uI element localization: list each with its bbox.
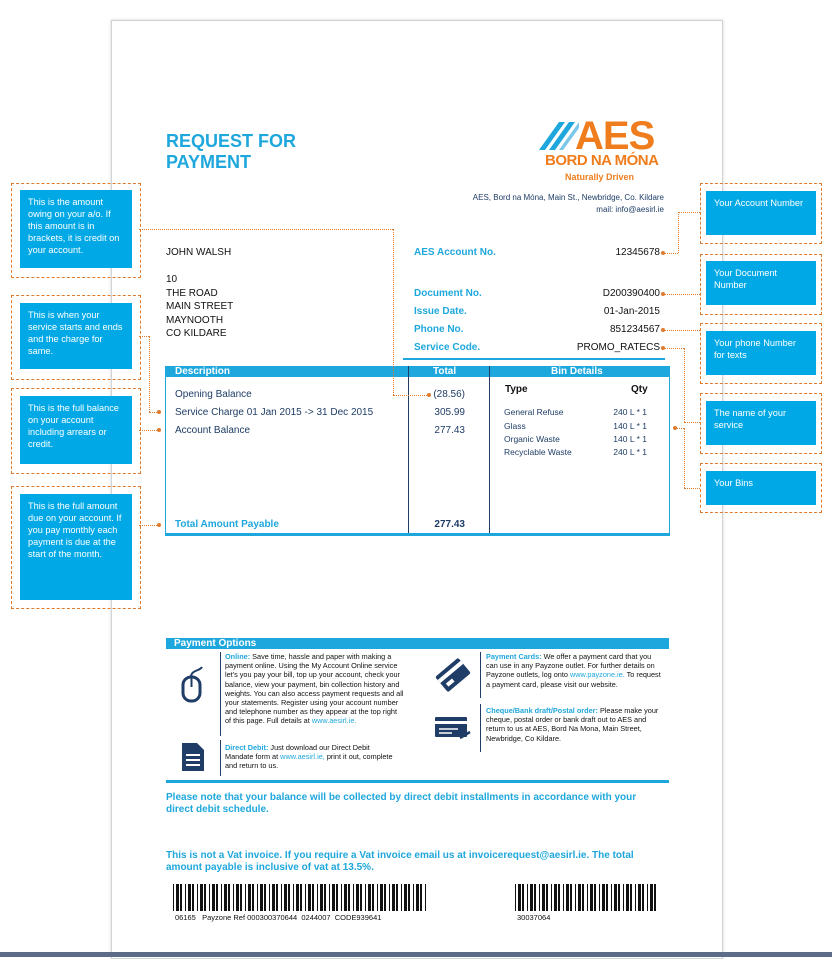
barcode-bar	[332, 884, 335, 911]
logo-brand: BORD NA MÓNA	[545, 152, 659, 169]
customer-address-line: MAYNOOTH	[166, 315, 224, 326]
payzone-link[interactable]: www.payzone.ie.	[569, 670, 625, 680]
barcode-bar	[212, 884, 215, 911]
barcode-bar	[180, 884, 182, 911]
payment-option-divider	[480, 704, 481, 752]
barcode-bar	[546, 884, 548, 911]
account-number-value: 12345678	[615, 247, 660, 258]
document-number-label: Document No.	[414, 288, 482, 299]
barcode-bar	[281, 884, 282, 911]
barcode-bar	[578, 884, 581, 911]
customer-address-line: 10	[166, 274, 178, 285]
connector-line	[149, 412, 157, 413]
barcode-bar	[606, 884, 608, 911]
barcode-bar	[341, 884, 342, 911]
barcode-bar	[377, 884, 378, 911]
connector-line	[684, 488, 700, 489]
customer-address-line: THE ROAD	[166, 288, 218, 299]
account-number-label: AES Account No.	[414, 247, 496, 258]
barcode-bar	[192, 884, 194, 911]
logo-swoosh-icon	[535, 118, 579, 154]
barcode-bar	[204, 884, 206, 911]
barcode-bar	[236, 884, 239, 911]
barcode-bar	[522, 884, 524, 911]
barcode-bar	[647, 884, 648, 911]
payment-options-bottom-rule	[166, 780, 669, 783]
total-header: Total	[433, 366, 457, 377]
direct-debit-link[interactable]: www.aesirl.ie,	[280, 752, 325, 762]
table-row-description: Account Balance	[175, 425, 251, 436]
barcode-bar	[245, 884, 246, 911]
barcode-bar	[197, 884, 198, 911]
barcode-bar	[348, 884, 350, 911]
connector-line	[139, 430, 157, 431]
barcode-bar	[293, 884, 294, 911]
account-barcode	[515, 884, 660, 911]
company-address: AES, Bord na Móna, Main St., Newbridge, Co. Kildare	[472, 193, 664, 202]
barcode-bar	[368, 884, 371, 911]
phone-number-label: Phone No.	[414, 324, 464, 335]
direct-debit-text: Direct Debit: Just download our Direct Debit Mandate form at www.aesirl.ie, print it out, complete and return to us.	[225, 743, 393, 771]
barcode-bar	[654, 884, 656, 911]
barcode-bar	[356, 884, 359, 911]
barcode-bar	[324, 884, 326, 911]
barcode-bar	[539, 884, 540, 911]
mouse-icon	[180, 665, 210, 705]
barcode-bar	[638, 884, 641, 911]
barcode-bar	[233, 884, 234, 911]
barcode-bar	[534, 884, 536, 911]
bin-type: Organic Waste	[504, 434, 560, 444]
total-payable-label: Total Amount Payable	[175, 519, 279, 530]
connector-line	[665, 294, 700, 295]
barcode-bar	[365, 884, 366, 911]
barcode-bar	[272, 884, 275, 911]
bin-qty-header: Qty	[631, 384, 648, 395]
connector-dot	[157, 523, 161, 527]
payment-cards-text: Payment Cards: We offer a payment card that you can use in any Payzone outlet. For further details on Payzone outlets, log onto www.payzone.ie. To request a payment card, please visit our website.	[486, 652, 661, 689]
connector-line	[665, 348, 684, 349]
barcode-bar	[527, 884, 528, 911]
payment-option-divider	[480, 652, 481, 698]
connector-line	[393, 395, 427, 396]
service-code-underline	[403, 358, 665, 360]
barcode-bar	[252, 884, 254, 911]
barcode-bar	[594, 884, 596, 911]
callout-total-payable: This is the full amount due on your account. If you pay monthly each payment is due at the start of the month.	[20, 494, 132, 600]
cheque-text: Cheque/Bank draft/Postal order: Please make your cheque, postal order or bank draft out to AES and return to us at AES, Bord Na Mona, Main Street, Newbridge, Co Kildare.	[486, 706, 659, 743]
company-email: mail: info@aesirl.ie	[596, 205, 664, 214]
barcode-bar	[630, 884, 632, 911]
table-row-total: (28.56)	[433, 389, 465, 400]
direct-debit-note: Please note that your balance will be collected by direct debit installments in accordance with your direct debit schedule.	[166, 792, 637, 815]
barcode-bar	[188, 884, 191, 911]
callout-document-number: Your Document Number	[706, 261, 816, 305]
service-code-label: Service Code.	[414, 342, 481, 353]
aes-logo	[535, 116, 665, 188]
table-divider	[489, 366, 490, 534]
barcode-bar	[599, 884, 600, 911]
callout-service-charge: This is when your service starts and ends and the charge for same.	[20, 303, 132, 369]
connector-dot	[157, 428, 161, 432]
barcode-bar	[425, 884, 426, 911]
bin-details-header: Bin Details	[551, 366, 603, 377]
barcode-bar	[401, 884, 402, 911]
bin-type: Glass	[504, 421, 526, 431]
barcode-bar	[618, 884, 620, 911]
barcode-bar	[360, 884, 362, 911]
bin-type: General Refuse	[504, 407, 564, 417]
account-barcode-caption: 30037064	[517, 913, 551, 922]
vat-note: This is not a Vat invoice. If you require a Vat invoice email us at invoicerequest@aesirl.ie. The total amount payable is inclusive of vat at 13.5%.	[166, 850, 634, 873]
connector-line	[677, 428, 684, 429]
bin-qty: 140 L * 1	[613, 421, 647, 431]
barcode-bar	[614, 884, 617, 911]
barcode-bar	[372, 884, 374, 911]
barcode-bar	[344, 884, 347, 911]
payment-card-icon	[434, 656, 472, 694]
barcode-bar	[590, 884, 593, 911]
barcode-bar	[416, 884, 419, 911]
barcode-bar	[320, 884, 323, 911]
connector-line	[678, 212, 679, 253]
barcode-bar	[317, 884, 318, 911]
callout-account-number: Your Account Number	[706, 191, 816, 235]
barcode-bar	[228, 884, 230, 911]
customer-address-line: MAIN STREET	[166, 301, 234, 312]
barcode-bar	[570, 884, 572, 911]
barcode-bar	[642, 884, 644, 911]
barcode-bar	[173, 884, 174, 911]
barcode-bar	[308, 884, 311, 911]
barcode-bar	[353, 884, 354, 911]
barcode-bar	[269, 884, 270, 911]
barcode-bar	[404, 884, 407, 911]
barcode-bar	[626, 884, 629, 911]
barcode-bar	[240, 884, 242, 911]
callout-opening-balance: This is the amount owing on your a/o. If this amount is in brackets, it is credit on your account.	[20, 190, 132, 268]
customer-address-line: CO KILDARE	[166, 328, 227, 339]
connector-line	[684, 348, 685, 422]
online-payment-text: Online: Save time, hassle and paper with making a payment online. Using the My Account Online service let's you pay your bill, top up your account, check your balance, view your payment, bin collection history and weights. You can also access payment requests and all your statements. Register using your account number and telephone number as they appear at the top right of this page. Full details at www.aesirl.ie.	[225, 652, 404, 726]
barcode-bar	[200, 884, 203, 911]
barcode-bar	[635, 884, 636, 911]
barcode-bar	[530, 884, 533, 911]
barcode-bar	[554, 884, 557, 911]
payment-options-title: Payment Options	[174, 638, 257, 649]
connector-line	[678, 212, 700, 213]
payment-option-divider	[220, 740, 221, 776]
barcode-bar	[288, 884, 290, 911]
barcode-bar	[305, 884, 306, 911]
barcode-bar	[551, 884, 552, 911]
barcode-bar	[542, 884, 545, 911]
barcode-bar	[296, 884, 299, 911]
barcode-bar	[185, 884, 186, 911]
barcode-bar	[623, 884, 624, 911]
bin-qty: 240 L * 1	[613, 407, 647, 417]
logo-tagline: Naturally Driven	[565, 172, 635, 182]
barcode-bar	[413, 884, 414, 911]
barcode-bar	[224, 884, 227, 911]
barcode-bar	[575, 884, 576, 911]
payzone-barcode	[173, 884, 428, 911]
connector-line	[393, 229, 394, 395]
bin-qty: 240 L * 1	[613, 447, 647, 457]
connector-line	[684, 428, 685, 488]
cheque-icon	[434, 716, 472, 742]
connector-dot	[427, 393, 431, 397]
barcode-bar	[384, 884, 386, 911]
barcode-bar	[221, 884, 222, 911]
barcode-bar	[566, 884, 569, 911]
bin-type-header: Type	[505, 384, 528, 395]
table-row-total: 277.43	[434, 425, 465, 436]
barcode-bar	[408, 884, 410, 911]
barcode-bar	[563, 884, 564, 911]
callout-account-balance: This is the full balance on your account including arrears or credit.	[20, 396, 132, 464]
callout-service-name: The name of your service	[706, 401, 816, 445]
description-header: Description	[175, 366, 231, 377]
window-bottom-edge	[0, 952, 832, 957]
connector-dot	[157, 410, 161, 414]
barcode-bar	[389, 884, 390, 911]
table-bottom-rule	[165, 533, 670, 536]
barcode-bar	[396, 884, 398, 911]
bin-qty: 140 L * 1	[613, 434, 647, 444]
issue-date-label: Issue Date.	[414, 306, 467, 317]
barcode-bar	[257, 884, 258, 911]
table-row-description: Opening Balance	[175, 389, 252, 400]
barcode-bar	[209, 884, 210, 911]
barcode-bar	[558, 884, 560, 911]
logo-wordmark: AES	[575, 114, 655, 158]
customer-name: JOHN WALSH	[166, 247, 232, 258]
phone-number-value: 851234567	[609, 324, 660, 335]
total-payable-value: 277.43	[434, 519, 465, 530]
barcode-bar	[176, 884, 179, 911]
connector-line	[684, 422, 700, 423]
document-icon	[181, 742, 205, 772]
service-code-value: PROMO_RATECS	[576, 342, 660, 353]
barcode-bar	[380, 884, 383, 911]
barcode-bar	[216, 884, 218, 911]
connector-line	[665, 253, 678, 254]
payment-option-divider	[220, 652, 221, 736]
connector-line	[139, 229, 393, 230]
table-divider	[408, 366, 409, 534]
bin-type: Recyclable Waste	[504, 447, 572, 457]
barcode-bar	[587, 884, 588, 911]
table-row-total: 305.99	[434, 407, 465, 418]
barcode-bar	[284, 884, 287, 911]
barcode-bar	[602, 884, 605, 911]
barcode-bar	[260, 884, 263, 911]
barcode-bar	[518, 884, 521, 911]
callout-bins: Your Bins	[706, 471, 816, 505]
barcode-bar	[312, 884, 314, 911]
barcode-bar	[611, 884, 612, 911]
barcode-bar	[264, 884, 266, 911]
barcode-bar	[650, 884, 653, 911]
barcode-bar	[336, 884, 338, 911]
connector-line	[139, 336, 149, 337]
connector-line	[139, 525, 157, 526]
barcode-bar	[248, 884, 251, 911]
barcode-bar	[392, 884, 395, 911]
online-link[interactable]: www.aesirl.ie.	[311, 716, 357, 726]
barcode-bar	[300, 884, 302, 911]
table-row-description: Service Charge 01 Jan 2015 -> 31 Dec 2015	[175, 407, 374, 418]
barcode-bar	[276, 884, 278, 911]
callout-phone-number: Your phone Number for texts	[706, 331, 816, 375]
payzone-barcode-caption: 06165 Payzone Ref 000300370644 0244007 CODE939641	[175, 913, 382, 922]
document-title: REQUEST FOR PAYMENT	[166, 131, 297, 172]
barcode-bar	[420, 884, 422, 911]
connector-line	[665, 330, 700, 331]
barcode-bar	[329, 884, 330, 911]
barcode-bar	[582, 884, 584, 911]
connector-line	[149, 336, 150, 412]
barcode-bar	[515, 884, 516, 911]
document-number-value: D200390400	[602, 288, 660, 299]
issue-date-value: 01-Jan-2015	[603, 306, 660, 317]
